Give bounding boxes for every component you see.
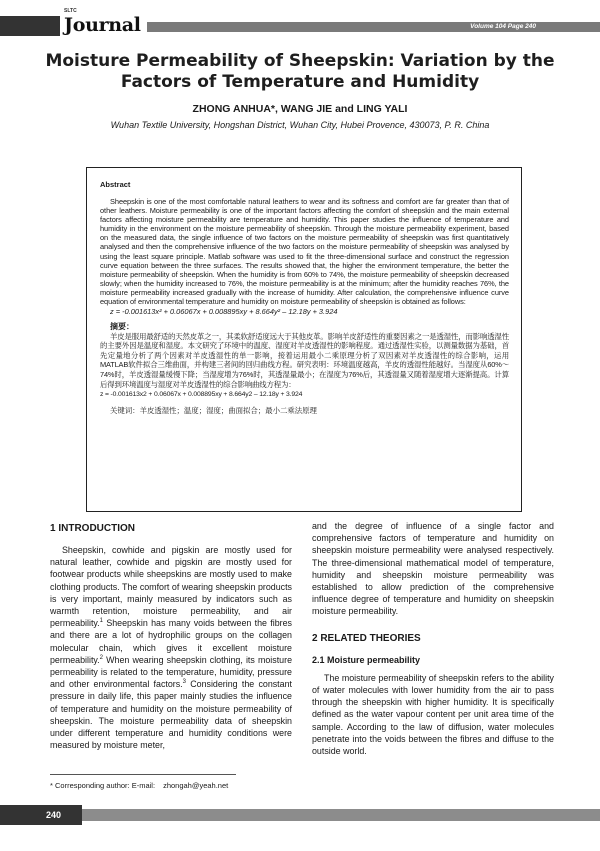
footnote-rule xyxy=(50,774,236,775)
moisture-permeability-paragraph: The moisture permeability of sheepskin refers to the ability of water molecules with lower humidity from the air to pass through the sheepskin with higher humidity. It is specifically defined as the water vapour content per unit area time of the sample. According to the law of diffusion, water molecules penetrate into the voids between the fibres and diffuse to the outside world. xyxy=(312,672,554,757)
intro-text-b: Sheepskin has many voids between the fibres and there are a lot of hydrophilic groups on the collagen molecular chain, which gives it excellent moisture permeability. xyxy=(50,618,292,665)
ref-1: 1 xyxy=(99,618,103,625)
abstract-heading: Abstract xyxy=(100,180,131,189)
page-number: 240 xyxy=(46,810,62,820)
corresponding-author-footnote xyxy=(50,781,228,790)
abstract-equation: z = -0.001613x² + 0.06067x + 0.008895xy + 8.664y² – 12.18y + 3.924 xyxy=(110,306,338,316)
ref-2: 2 xyxy=(99,654,103,661)
chinese-abstract-body: 羊皮是服用最舒适的天然皮革之一，其柔软舒适度远大于其他皮革。影响羊皮舒适性的重要因素之一是透湿性，而影响透湿性的主要外因是温度和湿度。本文研究了环境中的温度、湿度对羊皮透湿性的影响程度。通过透湿性实验，以测量数据为基础，首先定量地分析了两个因素对羊皮透湿性的单一影响，接着运用最小二乘原理分析了双因素对羊皮透湿性的综合影响，运用MATLAB软件拟合三维曲面，并构建三者间的回归曲线方程。研究表明：环境温度越高，羊皮的透湿性能越好。当湿度从60%～74%时，羊皮透湿量缓慢下降；当湿度增为76%时，其透湿量最小；在湿度为76%后，其透湿量又随着湿度增大逐渐提高。计算后得到环境温度与湿度对羊皮透湿性的综合影响曲线方程为： xyxy=(100,331,509,389)
introduction-heading: 1 INTRODUCTION xyxy=(50,523,135,534)
chinese-abstract-heading: 摘要： xyxy=(110,321,134,331)
article-title: Moisture Permeability of Sheepskin: Variation by the Factors of Temperature and Humidity xyxy=(45,51,555,92)
article-authors: ZHONG ANHUA*, WANG JIE and LING YALI xyxy=(192,103,408,115)
intro-text-a: Sheepskin, cowhide and pigskin are mostly used for natural leather, cowhide and pigskin are mostly used for footwear products while sheepskins are mostly used to make clothing products. The comfort of wearing sheepskin products is very important, mainly measured by indicators such as warmth retention, moisture permeability, and air permeability. xyxy=(50,545,292,629)
abstract-text: Sheepskin is one of the most comfortable natural leathers to wear and its softness and comfort are far greater than that of other leathers. Moisture permeability is one of the important factors affecting the comfort of sheepskin and the main external factors affecting moisture permeability are temperature and humidity. This paper studies the influence of temperature and humidity in the environment on the moisture permeability of sheepskin. Through the moisture permeability experiment, based on the measured data, the single influence of two factors on the moisture permeability of sheepskin was first quantitatively analysed and then the comprehensive influence of the two factors on the moisture permeability of sheepskin was analysed by using the least square principle. Matlab software was used to fit the three-dimensional surface and construct the regression curve equation between the three surfaces. The results showed that, the higher the environment temperature, the better the moisture permeability of sheepskin. When the humidity is from 60% to 74%, the moisture permeability of sheepskin decreased slowly; when the humidity increased to 76%, the moisture permeability is at the minimum; after the humidity reaches 76%, the moisture permeability increased gradually with the increase of humidity. After calculation, the comprehensive influence curve equation of environmental temperature and humidity on moisture permeability of sheepskin is obtained as follows: xyxy=(100,197,509,307)
left-column xyxy=(50,520,292,751)
chinese-keywords: 关键词：羊皮透湿性；温度；湿度；曲面拟合；最小二乘法原理 xyxy=(110,405,317,415)
introduction-paragraph xyxy=(50,544,292,751)
right-column xyxy=(312,520,554,757)
intro-text-c: When wearing sheepskin clothing, its moisture permeability is related to the temperature, humidity, pressure and other environmental factors. xyxy=(50,654,292,690)
header-dark-block xyxy=(0,16,60,36)
footer-bar xyxy=(0,809,600,821)
author-email[interactable]: zhongah@yeah.net xyxy=(163,781,229,790)
page-header xyxy=(0,0,600,40)
chinese-abstract-text xyxy=(100,332,509,400)
footer-dark-block xyxy=(0,805,82,825)
logo-superscript: SLTC xyxy=(64,8,77,14)
logo-name: Journal xyxy=(64,14,141,36)
moisture-permeability-subheading: 2.1 Moisture permeability xyxy=(312,654,421,665)
introduction-continued: and the degree of influence of a single factor and comprehensive factors of temperature and humidity on sheepskin moisture permeability were analysed respectively. The three-dimensional mathematical model of temperature, humidity and sheepskin moisture permeability was established to allow prediction of the comprehensive influence degree of temperature and humidity on sheepskin moisture permeability. xyxy=(312,521,554,617)
abstract-box xyxy=(86,167,522,512)
article-affiliation: Wuhan Textile University, Hongshan District, Wuhan City, Hubei Provence, 430073, P. R. China xyxy=(110,120,490,130)
ref-3: 3 xyxy=(182,679,186,686)
related-theories-heading: 2 RELATED THEORIES xyxy=(312,632,421,644)
journal-logo xyxy=(60,8,147,42)
footnote-label: * Corresponding author: E-mail: xyxy=(50,781,156,790)
intro-text-d: Considering the constant pressure in daily life, this paper mainly studies the influence of temperature and humidity on the moisture permeability of sheepskin. The moisture permeability data of sheepskin under different temperature and humidity conditions were measured by moisture meter, xyxy=(50,679,292,751)
chinese-abstract-equation: z = -0.001613x2 + 0.06067x + 0.008895xy + 8.664y2 – 12.18y + 3.924 xyxy=(100,391,303,399)
volume-page: Volume 104 Page 240 xyxy=(470,23,536,30)
